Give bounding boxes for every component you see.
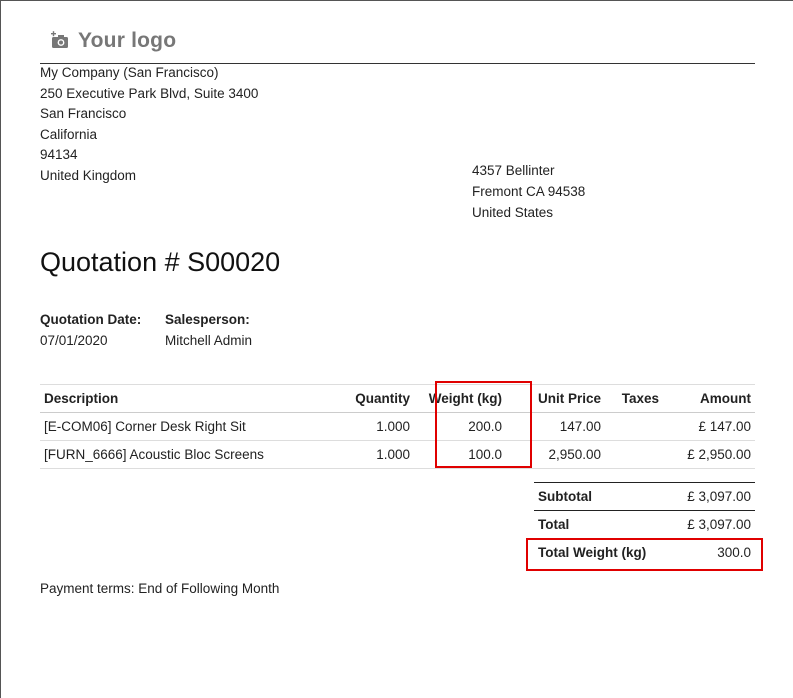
line-amount: £ 147.00: [663, 413, 755, 441]
line-quantity: 1.000: [344, 441, 414, 469]
total-label: Total: [534, 511, 671, 539]
logo-text: Your logo: [78, 29, 177, 52]
subtotal-row: [534, 483, 755, 511]
company-zip: 94134: [40, 147, 78, 163]
line-weight: 100.0: [414, 441, 520, 469]
salesperson-value: Mitchell Admin: [165, 333, 253, 348]
quotation-date-value: 07/01/2020: [40, 333, 108, 348]
line-taxes: [605, 441, 663, 469]
company-city: San Francisco: [40, 106, 127, 122]
line-taxes: [605, 413, 663, 441]
salesperson-label: Salesperson:: [165, 312, 250, 327]
company-country: United Kingdom: [40, 167, 137, 183]
col-quantity-header: Quantity: [344, 385, 414, 413]
weight-column-highlight-box: [435, 381, 532, 468]
camera-plus-icon: [50, 31, 70, 51]
col-taxes-header: Taxes: [605, 385, 663, 413]
company-logo: [50, 28, 176, 54]
customer-address: [472, 163, 586, 223]
total-value: £ 3,097.00: [671, 511, 755, 539]
table-row: [40, 441, 755, 469]
total-row: [534, 511, 755, 539]
customer-address-clipped-line: 4357 Bellinter: [472, 163, 555, 178]
total-weight-value: 300.0: [671, 539, 755, 567]
col-unit-price-header: Unit Price: [520, 385, 605, 413]
payment-terms: Payment terms: End of Following Month: [40, 581, 280, 596]
customer-city-line: Fremont CA 94538: [472, 184, 586, 199]
line-weight: 200.0: [414, 413, 520, 441]
table-row: [40, 413, 755, 441]
line-unit-price: 147.00: [520, 413, 605, 441]
line-description: [E-COM06] Corner Desk Right Sit: [40, 413, 344, 441]
total-weight-highlight-box: [526, 538, 763, 571]
subtotal-value: £ 3,097.00: [671, 483, 755, 511]
quotation-date-block: [40, 309, 141, 351]
page-title: Quotation # S00020: [40, 247, 281, 277]
table-header-row: [40, 385, 755, 413]
col-description-header: Description: [40, 385, 344, 413]
company-street: 250 Executive Park Blvd, Suite 3400: [40, 85, 259, 101]
page-top-border: [0, 0, 793, 1]
customer-country: United States: [472, 204, 554, 220]
line-quantity: 1.000: [344, 413, 414, 441]
order-lines-table: [40, 384, 755, 469]
line-description: [FURN_6666] Acoustic Bloc Screens: [40, 441, 344, 469]
company-state: California: [40, 126, 98, 142]
line-amount: £ 2,950.00: [663, 441, 755, 469]
col-weight-header: Weight (kg): [414, 385, 520, 413]
company-address: [40, 63, 258, 187]
company-name: My Company (San Francisco): [40, 65, 219, 80]
line-unit-price: 2,950.00: [520, 441, 605, 469]
page-left-border: [0, 0, 1, 698]
total-weight-label: Total Weight (kg): [534, 539, 671, 567]
quotation-date-label: Quotation Date:: [40, 312, 142, 327]
salesperson-block: [165, 309, 252, 351]
col-amount-header: Amount: [663, 385, 755, 413]
subtotal-label: Subtotal: [534, 483, 671, 511]
